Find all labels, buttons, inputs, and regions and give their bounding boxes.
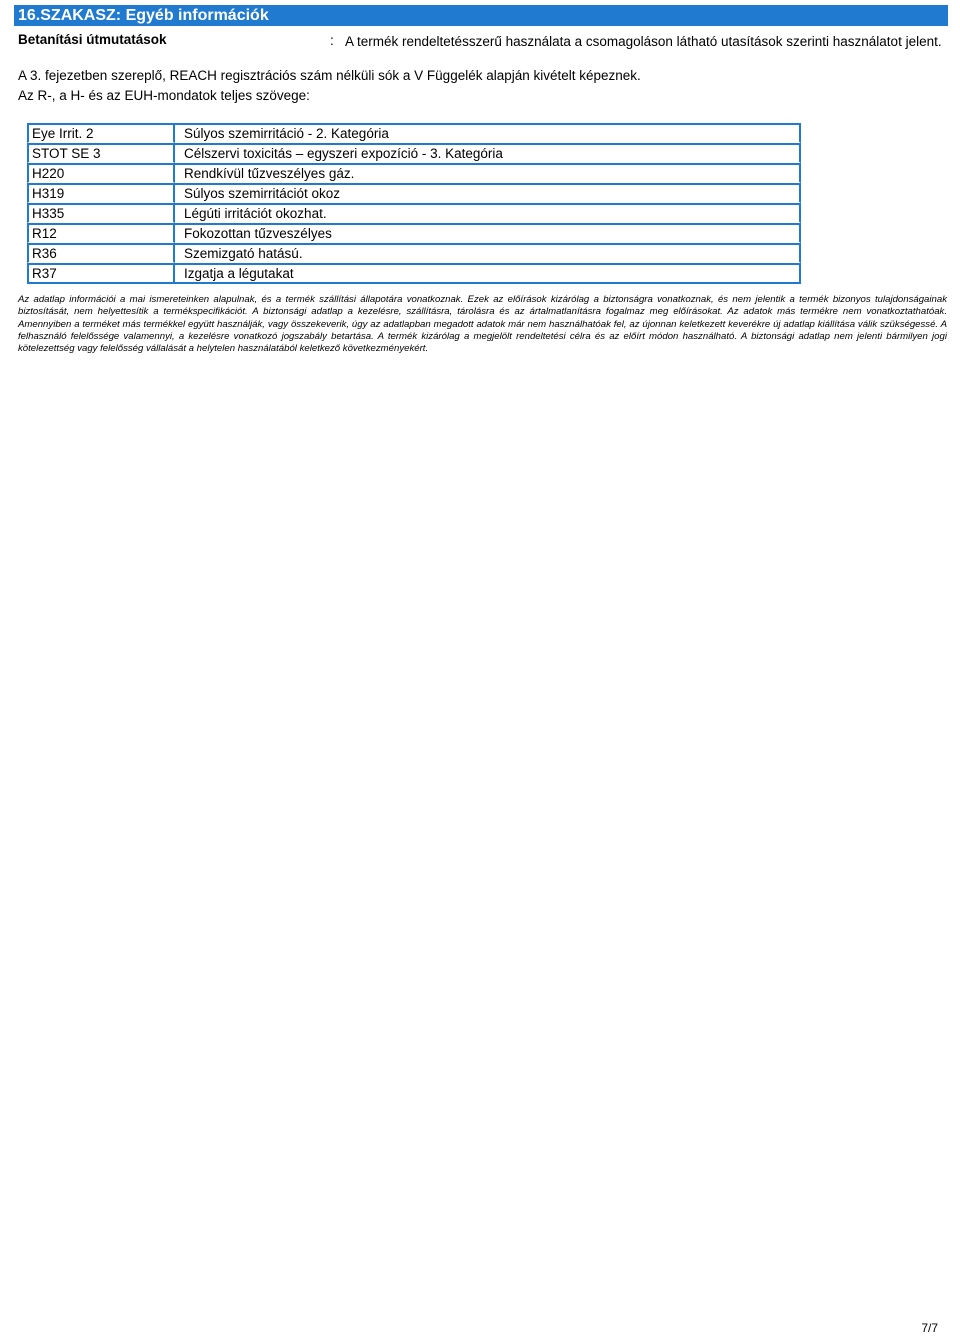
- table-row: [27, 243, 801, 263]
- hazard-description: Fokozottan tűzveszélyes: [175, 223, 801, 243]
- phrases-heading: Az R-, a H- és az EUH-mondatok teljes szövege:: [18, 88, 310, 103]
- hazard-description: Célszervi toxicitás – egyszeri expozíció - 3. Kategória: [175, 143, 801, 163]
- hazard-description: Szemizgató hatású.: [175, 243, 801, 263]
- reach-note: A 3. fejezetben szereplő, REACH regisztrációs szám nélküli sók a V Függelék alapján kivételt képeznek.: [18, 68, 641, 83]
- hazard-description: Légúti irritációt okozhat.: [175, 203, 801, 223]
- table-row: [27, 123, 801, 143]
- training-text: A termék rendeltetésszerű használata a csomagoláson látható utasítások szerinti használatot jelent.: [345, 34, 942, 49]
- table-row: [27, 223, 801, 243]
- hazard-code: R36: [27, 243, 175, 263]
- hazard-code: R37: [27, 263, 175, 284]
- hazard-description: Súlyos szemirritációt okoz: [175, 183, 801, 203]
- hazard-description: Izgatja a légutakat: [175, 263, 801, 284]
- table-row: [27, 203, 801, 223]
- hazard-description: Súlyos szemirritáció - 2. Kategória: [175, 123, 801, 143]
- hazard-code: R12: [27, 223, 175, 243]
- table-row: [27, 163, 801, 183]
- page-number: 7/7: [921, 1321, 938, 1335]
- table-row: [27, 183, 801, 203]
- table-row: [27, 143, 801, 163]
- table-row: [27, 263, 801, 284]
- hazard-code: Eye Irrit. 2: [27, 123, 175, 143]
- hazard-description: Rendkívül tűzveszélyes gáz.: [175, 163, 801, 183]
- hazard-code: H319: [27, 183, 175, 203]
- section-title: 16.SZAKASZ: Egyéb információk: [14, 5, 948, 26]
- hazard-code: STOT SE 3: [27, 143, 175, 163]
- training-colon: :: [330, 33, 334, 48]
- hazard-code: H335: [27, 203, 175, 223]
- training-label: Betanítási útmutatások: [18, 32, 167, 47]
- hazard-phrases-table: [27, 123, 801, 284]
- hazard-code: H220: [27, 163, 175, 183]
- disclaimer: Az adatlap információi a mai ismereteinken alapulnak, és a termék szállítási állapotára vonatkoznak. Ezek az előírások kizárólag a biztonságra vonatkoznak, és nem jelentik a termék bizonyos tulajdonságainak biztosítását, nem helyettesítik a termékspecifikációt. A biztonsági adatlap a kezelésre, szállításra, tárolásra és az ártalmatlanításra fogalmaz meg előírásokat. Az adatok más termékre nem vonatkoztathatóak. Amennyiben a terméket más termékkel együtt használják, vagy összekeverik, úgy az adatlapban megadott adatok már nem használhatóak fel, az újonnan keletkezett keverékre új adatlap kiállítása válik szükségessé. A felhasználó felelőssége valamennyi, a kezelésre vonatkozó jogszabály betartása. A termék kizárólag a megjelölt rendeltetési célra és az előírt módon használható. A biztonsági adatlap nem jelenti bármilyen jogi kötelezettség vagy felelősség vállalását a helytelen használatából keletkező következményekért.: [18, 294, 947, 355]
